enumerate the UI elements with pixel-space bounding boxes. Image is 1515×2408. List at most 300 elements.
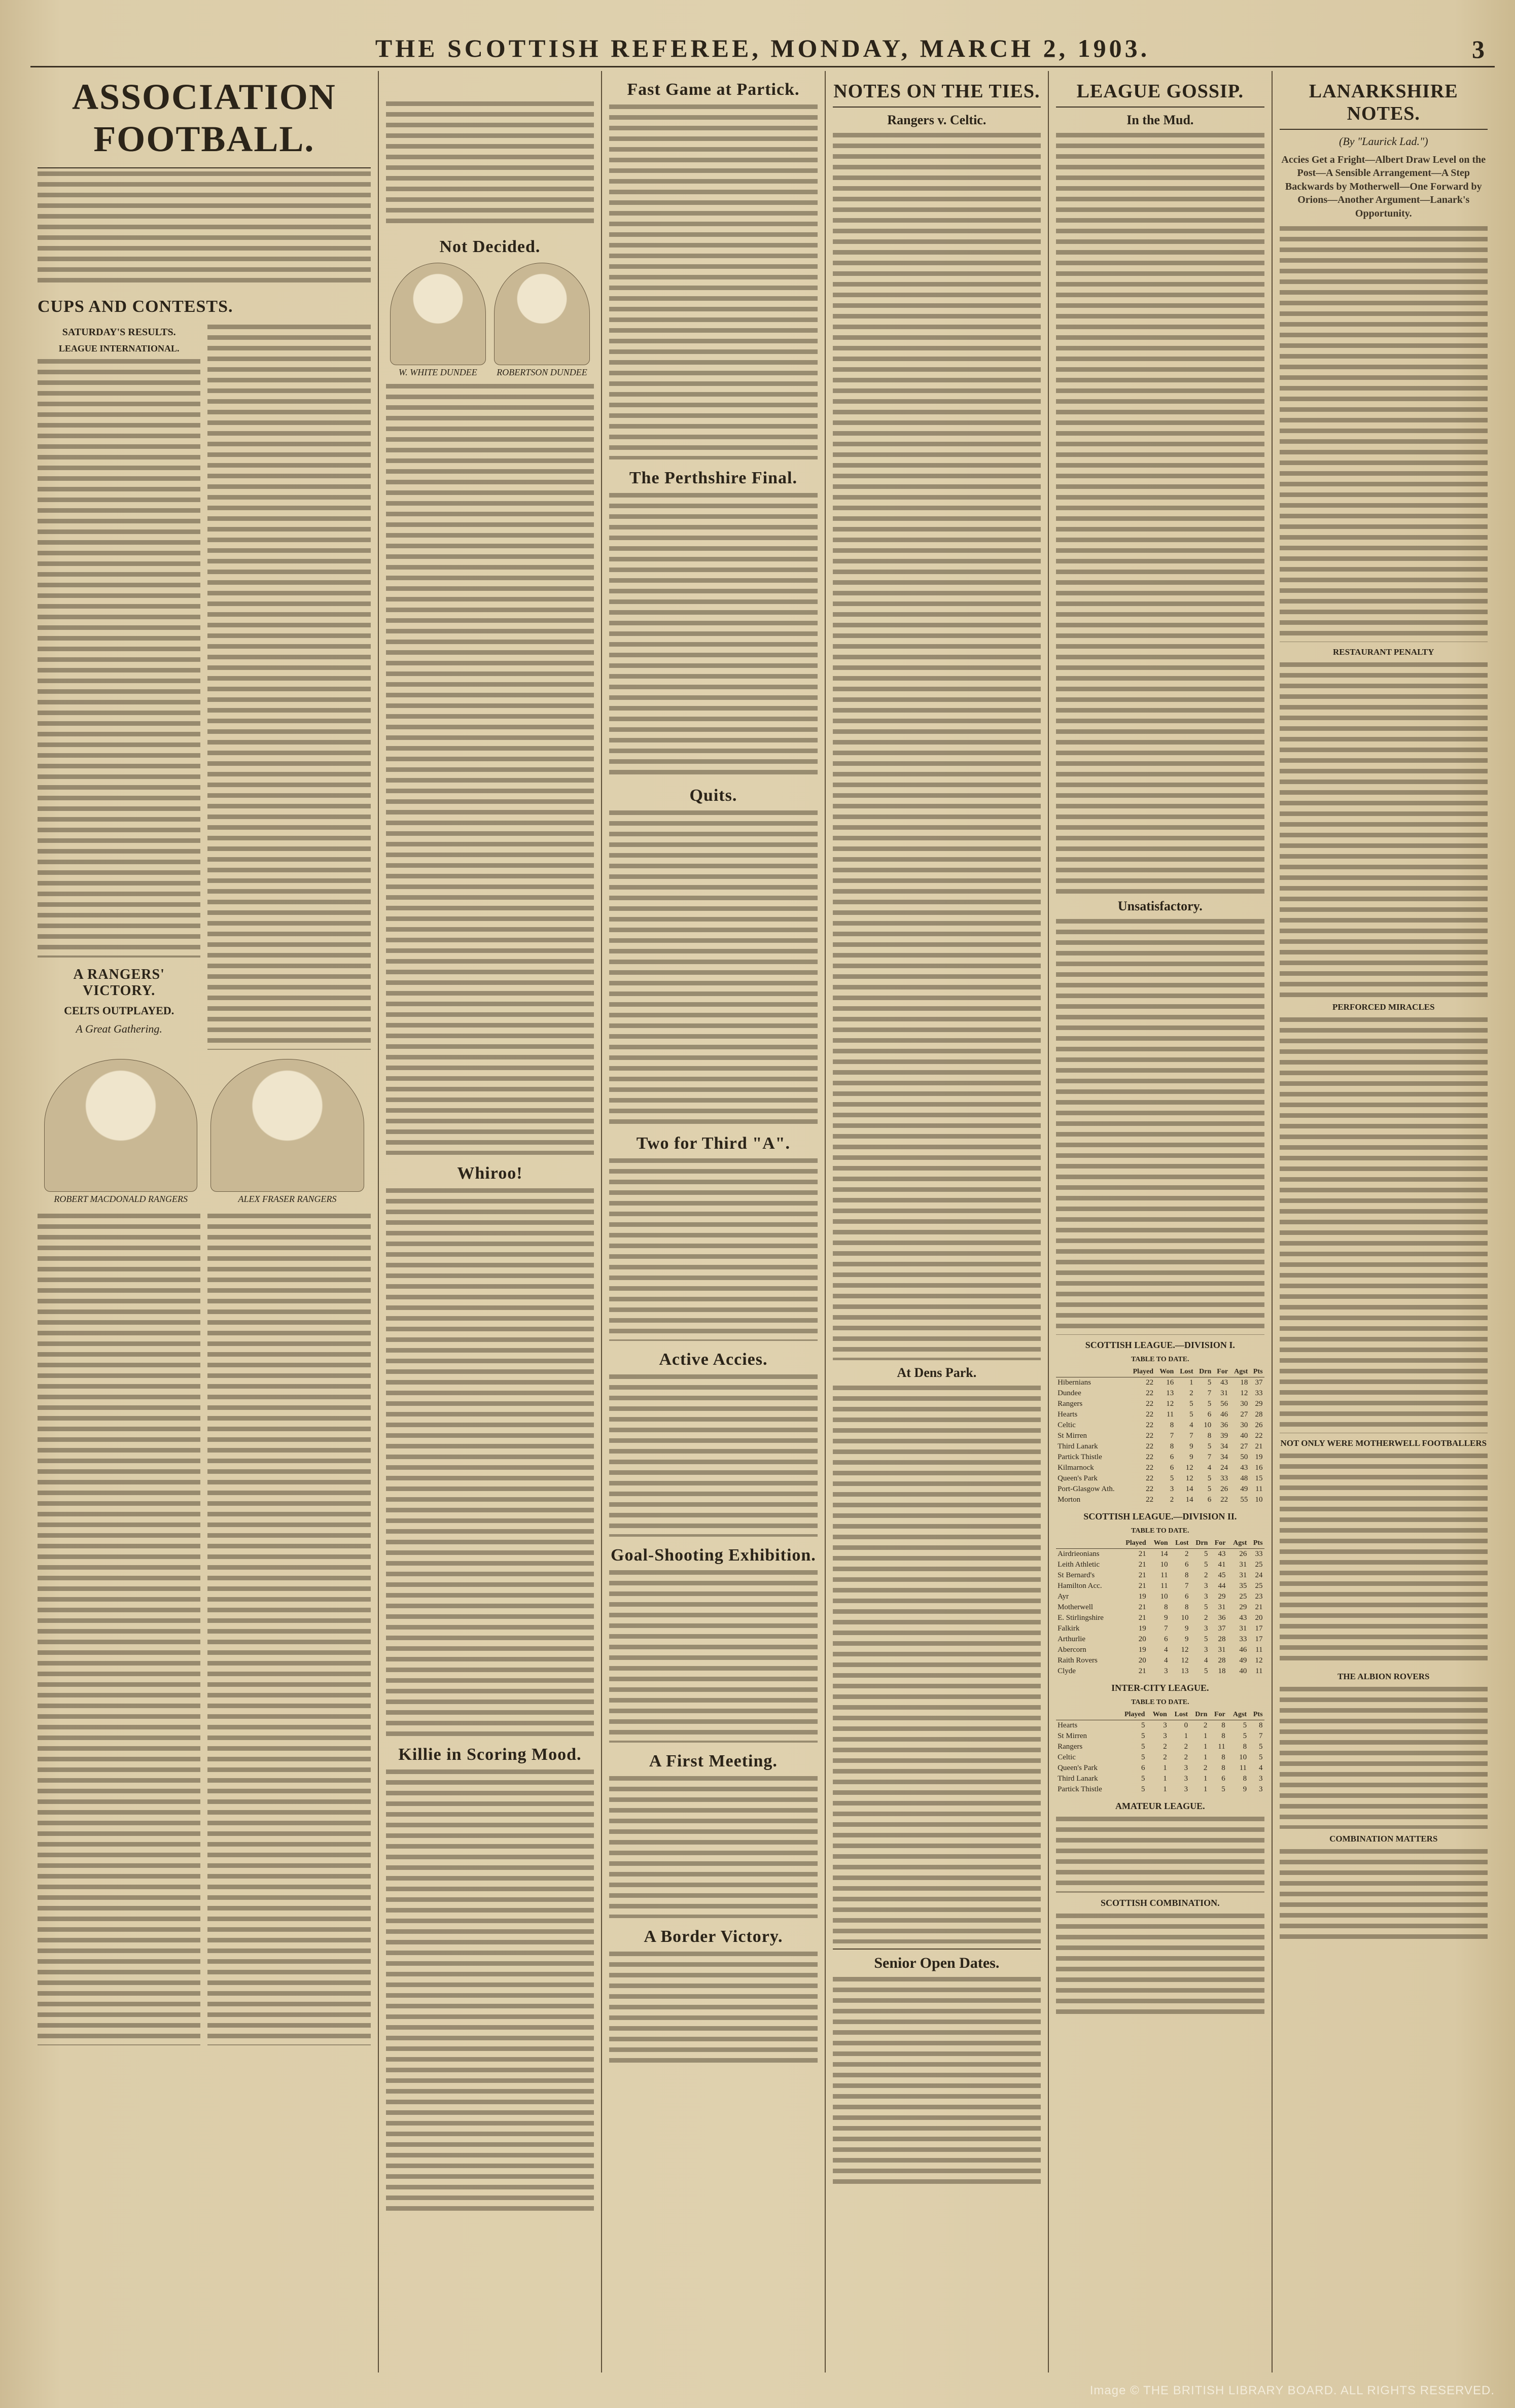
table-cell: 0 bbox=[1184, 1721, 1188, 1729]
table-cell: 20 bbox=[1255, 1614, 1263, 1622]
table-cell: 16 bbox=[1255, 1464, 1263, 1472]
table-cell: 22 bbox=[1146, 1464, 1154, 1472]
inter-city-subheading: TABLE TO DATE. bbox=[1131, 1698, 1189, 1706]
lanarkshire-subheading: Accies Get a Fright—Albert Draw Level on the Post—A Sensible Arrangement—A Step Backwards by Motherwell—One Forward by Orions—Another Argument—Lanark's Opportunity. bbox=[1281, 154, 1486, 219]
table-cell: 11 bbox=[1255, 1485, 1263, 1493]
table-row bbox=[1056, 1484, 1264, 1495]
table-cell: 14 bbox=[1185, 1496, 1193, 1504]
table-cell: 33 bbox=[1255, 1389, 1263, 1397]
table-cell: 11 bbox=[1255, 1646, 1263, 1654]
table-cell: 22 bbox=[1146, 1421, 1154, 1429]
table-column-header: Agst bbox=[1229, 1367, 1249, 1377]
table-cell: 21 bbox=[1255, 1442, 1263, 1450]
scottish-combination-heading: SCOTTISH COMBINATION. bbox=[1100, 1898, 1220, 1908]
team-name: Motherwell bbox=[1058, 1603, 1094, 1611]
portrait-robertson bbox=[494, 263, 590, 378]
table-cell: 21 bbox=[1138, 1550, 1146, 1558]
not-decided-heading: Not Decided. bbox=[439, 237, 541, 256]
table-row bbox=[1056, 1420, 1264, 1431]
portrait-white bbox=[390, 263, 486, 378]
table-cell: 17 bbox=[1255, 1635, 1263, 1643]
table-cell: 12 bbox=[1181, 1656, 1189, 1665]
table-cell: 29 bbox=[1239, 1603, 1247, 1611]
table-cell: 3 bbox=[1184, 1775, 1188, 1783]
table-cell: 2 bbox=[1189, 1389, 1193, 1397]
table-cell: 12 bbox=[1185, 1474, 1193, 1482]
team-name: Queen's Park bbox=[1058, 1764, 1098, 1772]
team-name: Partick Thistle bbox=[1058, 1453, 1102, 1461]
table-cell: 3 bbox=[1259, 1775, 1263, 1783]
scottish-combination-table bbox=[1056, 1914, 1264, 2015]
team-name: Hamilton Acc. bbox=[1058, 1582, 1102, 1590]
table-cell: 4 bbox=[1164, 1656, 1168, 1665]
table-cell: 33 bbox=[1239, 1635, 1247, 1643]
table-cell: 5 bbox=[1141, 1775, 1145, 1783]
table-cell: 5 bbox=[1204, 1667, 1208, 1675]
table-cell: 15 bbox=[1255, 1474, 1263, 1482]
table-cell: 3 bbox=[1204, 1582, 1208, 1590]
table-cell: 12 bbox=[1181, 1646, 1189, 1654]
table-row bbox=[1056, 1752, 1264, 1763]
rangers-celtic-heading: Rangers v. Celtic. bbox=[887, 113, 986, 127]
table-cell: 26 bbox=[1239, 1550, 1247, 1558]
team-name: Celtic bbox=[1058, 1753, 1076, 1761]
table-row bbox=[1056, 1570, 1264, 1581]
in-the-mud-heading: In the Mud. bbox=[1126, 113, 1194, 127]
table-row bbox=[1056, 1655, 1264, 1666]
combination-matters-heading: COMBINATION MATTERS bbox=[1329, 1833, 1438, 1844]
table-row bbox=[1056, 1763, 1264, 1774]
portrait-caption-white: W. WHITE DUNDEE bbox=[398, 367, 477, 377]
table-cell: 7 bbox=[1259, 1732, 1263, 1740]
table-cell: 8 bbox=[1243, 1743, 1247, 1751]
two-for-third-report bbox=[609, 1158, 817, 1341]
inter-city-heading: INTER-CITY LEAGUE. bbox=[1111, 1683, 1209, 1693]
table-cell: 5 bbox=[1141, 1785, 1145, 1793]
lanarkshire-intro bbox=[1280, 226, 1488, 642]
table-column-header: Drn bbox=[1189, 1710, 1209, 1720]
dens-park-notes bbox=[833, 1386, 1041, 1943]
table-cell: 5 bbox=[1243, 1732, 1247, 1740]
table-column-header: Won bbox=[1155, 1367, 1175, 1377]
not-only-report bbox=[1280, 1454, 1488, 1667]
table-cell: 31 bbox=[1218, 1603, 1226, 1611]
amateur-league-heading: AMATEUR LEAGUE. bbox=[1115, 1801, 1205, 1811]
association-football-headline: ASSOCIATION FOOTBALL. bbox=[38, 71, 371, 168]
table-cell: 19 bbox=[1138, 1592, 1146, 1601]
table-cell: 18 bbox=[1240, 1378, 1248, 1387]
dens-park-heading: At Dens Park. bbox=[897, 1365, 977, 1380]
league-international-heading: LEAGUE INTERNATIONAL. bbox=[58, 343, 180, 353]
table-cell: 7 bbox=[1189, 1432, 1193, 1440]
table-row bbox=[1056, 1731, 1264, 1742]
active-accies-heading: Active Accies. bbox=[659, 1350, 768, 1369]
senior-open-dates-heading: Senior Open Dates. bbox=[874, 1955, 1000, 1971]
team-name: E. Stirlingshire bbox=[1058, 1614, 1104, 1622]
table-cell: 3 bbox=[1163, 1721, 1167, 1729]
table-cell: 9 bbox=[1189, 1442, 1193, 1450]
table-cell: 1 bbox=[1203, 1753, 1208, 1761]
celts-outplayed-heading: CELTS OUTPLAYED. bbox=[64, 1004, 174, 1017]
table-cell: 5 bbox=[1207, 1400, 1212, 1408]
table-cell: 8 bbox=[1185, 1571, 1189, 1579]
table-cell: 5 bbox=[1207, 1378, 1212, 1387]
table-cell: 20 bbox=[1138, 1635, 1146, 1643]
table-cell: 14 bbox=[1160, 1550, 1168, 1558]
table-cell: 31 bbox=[1239, 1571, 1247, 1579]
table-cell: 22 bbox=[1146, 1485, 1154, 1493]
senior-open-dates-list bbox=[833, 1977, 1041, 2190]
table-cell: 5 bbox=[1141, 1721, 1145, 1729]
table-cell: 21 bbox=[1138, 1603, 1146, 1611]
table-cell: 6 bbox=[1185, 1592, 1189, 1601]
division-one-table bbox=[1056, 1367, 1264, 1505]
table-cell: 33 bbox=[1220, 1474, 1228, 1482]
table-column-header: Played bbox=[1118, 1538, 1148, 1549]
table-cell: 5 bbox=[1259, 1743, 1263, 1751]
lanarkshire-notes-heading: LANARKSHIRE NOTES. bbox=[1280, 80, 1488, 130]
team-name: Third Lanark bbox=[1058, 1775, 1098, 1783]
match-report-right bbox=[207, 325, 370, 1050]
table-cell: 9 bbox=[1243, 1785, 1247, 1793]
table-cell: 3 bbox=[1163, 1732, 1167, 1740]
perforce-heading: PERFORCED MIRACLES bbox=[1332, 1002, 1435, 1012]
table-cell: 11 bbox=[1239, 1764, 1247, 1772]
table-cell: 3 bbox=[1164, 1667, 1168, 1675]
table-cell: 2 bbox=[1184, 1743, 1188, 1751]
table-cell: 7 bbox=[1207, 1389, 1212, 1397]
dundee-portraits bbox=[386, 263, 594, 378]
table-cell: 27 bbox=[1240, 1410, 1248, 1419]
portrait-caption-left: ROBERT MACDONALD RANGERS bbox=[54, 1194, 188, 1204]
team-name: Clyde bbox=[1058, 1667, 1076, 1675]
team-name: Rangers bbox=[1058, 1743, 1083, 1751]
table-cell: 8 bbox=[1221, 1753, 1225, 1761]
team-name: Airdrieonians bbox=[1058, 1550, 1100, 1558]
table-cell: 9 bbox=[1185, 1624, 1189, 1633]
rangers-report-right bbox=[207, 1214, 370, 2045]
table-cell: 1 bbox=[1203, 1785, 1208, 1793]
table-cell: 10 bbox=[1255, 1496, 1263, 1504]
table-cell: 22 bbox=[1146, 1442, 1154, 1450]
team-name: Port-Glasgow Ath. bbox=[1058, 1485, 1115, 1493]
table-cell: 6 bbox=[1207, 1496, 1212, 1504]
table-row bbox=[1056, 1473, 1264, 1484]
table-cell: 25 bbox=[1239, 1592, 1247, 1601]
border-victory-heading: A Border Victory. bbox=[644, 1927, 783, 1946]
table-cell: 39 bbox=[1220, 1432, 1228, 1440]
in-the-mud-report bbox=[1056, 133, 1264, 894]
dundee-report bbox=[386, 384, 594, 1155]
table-cell: 4 bbox=[1164, 1646, 1168, 1654]
table-cell: 6 bbox=[1207, 1410, 1212, 1419]
table-cell: 49 bbox=[1240, 1485, 1248, 1493]
table-cell: 12 bbox=[1166, 1400, 1174, 1408]
table-cell: 29 bbox=[1255, 1400, 1263, 1408]
table-column-header: For bbox=[1213, 1367, 1229, 1377]
table-cell: 1 bbox=[1163, 1775, 1167, 1783]
table-cell: 2 bbox=[1204, 1571, 1208, 1579]
table-row bbox=[1056, 1431, 1264, 1441]
table-cell: 5 bbox=[1259, 1753, 1263, 1761]
table-cell: 11 bbox=[1160, 1571, 1168, 1579]
table-cell: 37 bbox=[1218, 1624, 1226, 1633]
table-cell: 23 bbox=[1255, 1592, 1263, 1601]
table-cell: 8 bbox=[1170, 1442, 1174, 1450]
table-cell: 7 bbox=[1170, 1432, 1174, 1440]
division-one-subheading: TABLE TO DATE. bbox=[1131, 1356, 1189, 1363]
table-column-header: Won bbox=[1148, 1538, 1170, 1549]
copyright-credit: Image © THE BRITISH LIBRARY BOARD. ALL RIGHTS RESERVED. bbox=[1089, 2384, 1495, 2397]
table-cell: 1 bbox=[1163, 1785, 1167, 1793]
table-cell: 4 bbox=[1207, 1464, 1212, 1472]
table-cell: 22 bbox=[1146, 1496, 1154, 1504]
table-cell: 43 bbox=[1240, 1464, 1248, 1472]
table-cell: 2 bbox=[1204, 1614, 1208, 1622]
perthshire-heading: The Perthshire Final. bbox=[629, 469, 797, 487]
table-cell: 2 bbox=[1203, 1721, 1208, 1729]
table-column-header: For bbox=[1209, 1710, 1226, 1720]
table-column-header: Won bbox=[1146, 1710, 1168, 1720]
perforce-report bbox=[1280, 1017, 1488, 1433]
table-cell: 3 bbox=[1204, 1592, 1208, 1601]
team-name: Third Lanark bbox=[1058, 1442, 1098, 1450]
notes-on-ties-heading: NOTES ON THE TIES. bbox=[833, 80, 1041, 108]
table-cell: 12 bbox=[1255, 1656, 1263, 1665]
table-cell: 21 bbox=[1138, 1582, 1146, 1590]
table-cell: 6 bbox=[1185, 1561, 1189, 1569]
table-cell: 28 bbox=[1218, 1635, 1226, 1643]
quits-heading: Quits. bbox=[689, 786, 737, 805]
table-cell: 5 bbox=[1207, 1485, 1212, 1493]
table-cell: 17 bbox=[1255, 1624, 1263, 1633]
divider bbox=[833, 1949, 1041, 1950]
killie-heading: Killie in Scoring Mood. bbox=[398, 1745, 582, 1764]
table-cell: 8 bbox=[1259, 1721, 1263, 1729]
table-cell: 5 bbox=[1204, 1550, 1208, 1558]
team-name: Leith Athletic bbox=[1058, 1561, 1100, 1569]
table-cell: 13 bbox=[1166, 1389, 1174, 1397]
table-cell: 33 bbox=[1255, 1550, 1263, 1558]
table-cell: 8 bbox=[1170, 1421, 1174, 1429]
first-meeting-heading: A First Meeting. bbox=[649, 1752, 778, 1770]
whiroo-report bbox=[386, 1188, 594, 1736]
table-cell: 19 bbox=[1138, 1624, 1146, 1633]
table-cell: 1 bbox=[1203, 1732, 1208, 1740]
table-cell: 5 bbox=[1189, 1400, 1193, 1408]
table-cell: 6 bbox=[1221, 1775, 1225, 1783]
table-cell: 25 bbox=[1255, 1561, 1263, 1569]
penalty-heading: RESTAURANT PENALTY bbox=[1333, 647, 1434, 657]
cups-contests-heading: CUPS AND CONTESTS. bbox=[38, 297, 233, 316]
table-row bbox=[1056, 1409, 1264, 1420]
table-cell: 8 bbox=[1207, 1432, 1212, 1440]
albion-heading: THE ALBION ROVERS bbox=[1337, 1671, 1430, 1681]
table-row bbox=[1056, 1634, 1264, 1645]
albion-report bbox=[1280, 1687, 1488, 1829]
table-row bbox=[1056, 1377, 1264, 1389]
table-cell: 2 bbox=[1170, 1496, 1174, 1504]
masthead bbox=[30, 30, 1495, 67]
table-cell: 55 bbox=[1240, 1496, 1248, 1504]
table-cell: 48 bbox=[1240, 1474, 1248, 1482]
table-cell: 18 bbox=[1218, 1667, 1226, 1675]
rangers-portraits bbox=[38, 1059, 371, 1205]
table-cell: 5 bbox=[1243, 1721, 1247, 1729]
table-cell: 22 bbox=[1220, 1496, 1228, 1504]
table-cell: 4 bbox=[1189, 1421, 1193, 1429]
table-cell: 28 bbox=[1255, 1410, 1263, 1419]
table-cell: 31 bbox=[1220, 1389, 1228, 1397]
table-column-header: Pts bbox=[1249, 1367, 1264, 1377]
table-cell: 50 bbox=[1240, 1453, 1248, 1461]
table-cell: 6 bbox=[1141, 1764, 1145, 1772]
table-cell: 37 bbox=[1255, 1378, 1263, 1387]
table-cell: 22 bbox=[1255, 1432, 1263, 1440]
table-cell: 1 bbox=[1203, 1743, 1208, 1751]
division-one-heading: SCOTTISH LEAGUE.—DIVISION I. bbox=[1085, 1340, 1235, 1350]
rangers-celtic-notes bbox=[833, 133, 1041, 1360]
table-cell: 22 bbox=[1146, 1378, 1154, 1387]
team-name: Falkirk bbox=[1058, 1624, 1080, 1633]
table-cell: 22 bbox=[1146, 1400, 1154, 1408]
table-cell: 3 bbox=[1204, 1646, 1208, 1654]
table-cell: 31 bbox=[1239, 1561, 1247, 1569]
intro-paragraph bbox=[38, 171, 371, 288]
table-cell: 8 bbox=[1221, 1764, 1225, 1772]
masthead-title: THE SCOTTISH REFEREE, MONDAY, MARCH 2, 1903. bbox=[375, 34, 1150, 62]
table-cell: 5 bbox=[1141, 1753, 1145, 1761]
team-name: Morton bbox=[1058, 1496, 1081, 1504]
table-cell: 21 bbox=[1138, 1571, 1146, 1579]
table-cell: 2 bbox=[1163, 1753, 1167, 1761]
combination-matters-report bbox=[1280, 1849, 1488, 1940]
table-cell: 31 bbox=[1218, 1646, 1226, 1654]
table-cell: 26 bbox=[1220, 1485, 1228, 1493]
table-cell: 40 bbox=[1240, 1432, 1248, 1440]
table-row bbox=[1056, 1560, 1264, 1570]
team-name: St Bernard's bbox=[1058, 1571, 1095, 1579]
table-cell: 24 bbox=[1220, 1464, 1228, 1472]
table-cell: 5 bbox=[1141, 1743, 1145, 1751]
table-cell: 56 bbox=[1220, 1400, 1228, 1408]
table-row bbox=[1056, 1602, 1264, 1613]
team-name: Hearts bbox=[1058, 1721, 1078, 1729]
table-cell: 46 bbox=[1220, 1410, 1228, 1419]
table-cell: 43 bbox=[1220, 1378, 1228, 1387]
table-cell: 12 bbox=[1185, 1464, 1193, 1472]
goal-shooting-report bbox=[609, 1570, 817, 1743]
table-cell: 44 bbox=[1218, 1582, 1226, 1590]
portrait-sketch-right bbox=[210, 1059, 364, 1192]
table-cell: 3 bbox=[1184, 1764, 1188, 1772]
table-cell: 21 bbox=[1138, 1561, 1146, 1569]
team-name: Celtic bbox=[1058, 1421, 1076, 1429]
table-cell: 27 bbox=[1240, 1442, 1248, 1450]
table-cell: 10 bbox=[1160, 1561, 1168, 1569]
partick-heading: Fast Game at Partick. bbox=[627, 80, 800, 99]
table-column-header: For bbox=[1209, 1538, 1227, 1549]
table-cell: 29 bbox=[1218, 1592, 1226, 1601]
table-cell: 34 bbox=[1220, 1453, 1228, 1461]
portrait-right bbox=[210, 1059, 364, 1205]
column-not-decided bbox=[379, 71, 602, 2372]
table-cell: 8 bbox=[1164, 1603, 1168, 1611]
table-cell: 11 bbox=[1218, 1743, 1225, 1751]
table-cell: 4 bbox=[1204, 1656, 1208, 1665]
table-column-header: Drn bbox=[1195, 1367, 1213, 1377]
table-column-header: Played bbox=[1127, 1367, 1155, 1377]
table-cell: 10 bbox=[1204, 1421, 1212, 1429]
league-gossip-heading: LEAGUE GOSSIP. bbox=[1056, 80, 1264, 108]
table-cell: 5 bbox=[1204, 1603, 1208, 1611]
table-cell: 40 bbox=[1239, 1667, 1247, 1675]
unsatisfactory-report bbox=[1056, 919, 1264, 1335]
table-row bbox=[1056, 1591, 1264, 1602]
team-name: Raith Rovers bbox=[1058, 1656, 1098, 1665]
table-row bbox=[1056, 1452, 1264, 1463]
table-cell: 34 bbox=[1220, 1442, 1228, 1450]
team-name: Hearts bbox=[1058, 1410, 1078, 1419]
column-league-gossip bbox=[1049, 71, 1272, 2372]
table-cell: 3 bbox=[1184, 1785, 1188, 1793]
table-cell: 25 bbox=[1255, 1582, 1263, 1590]
team-name: Abercorn bbox=[1058, 1646, 1086, 1654]
columns bbox=[30, 71, 1495, 2372]
table-cell: 2 bbox=[1185, 1550, 1189, 1558]
table-column-header: Lost bbox=[1170, 1538, 1190, 1549]
table-cell: 31 bbox=[1239, 1624, 1247, 1633]
column-lanarkshire-notes bbox=[1273, 71, 1495, 2372]
portrait-sketch-white bbox=[390, 263, 486, 365]
table-cell: 5 bbox=[1221, 1785, 1225, 1793]
perthshire-report bbox=[609, 493, 817, 777]
table-column-header: Pts bbox=[1248, 1538, 1264, 1549]
table-row bbox=[1056, 1720, 1264, 1731]
table-cell: 5 bbox=[1204, 1561, 1208, 1569]
table-cell: 35 bbox=[1239, 1582, 1247, 1590]
table-column-header: Drn bbox=[1190, 1538, 1210, 1549]
column-match-reports bbox=[602, 71, 825, 2372]
table-cell: 22 bbox=[1146, 1432, 1154, 1440]
partick-report bbox=[609, 104, 817, 459]
table-cell: 3 bbox=[1170, 1485, 1174, 1493]
table-cell: 22 bbox=[1146, 1453, 1154, 1461]
table-cell: 11 bbox=[1160, 1582, 1168, 1590]
table-column-header: Lost bbox=[1169, 1710, 1189, 1720]
team-name: Arthurlie bbox=[1058, 1635, 1086, 1643]
column-notes-on-ties bbox=[826, 71, 1049, 2372]
division-two-heading: SCOTTISH LEAGUE.—DIVISION II. bbox=[1083, 1511, 1237, 1521]
table-cell: 9 bbox=[1185, 1635, 1189, 1643]
table-row bbox=[1056, 1495, 1264, 1505]
whiroo-heading: Whiroo! bbox=[457, 1164, 523, 1183]
table-column-header: Agst bbox=[1227, 1710, 1248, 1720]
division-two-table bbox=[1056, 1538, 1264, 1677]
table-cell: 45 bbox=[1218, 1571, 1226, 1579]
table-row bbox=[1056, 1784, 1264, 1795]
table-cell: 4 bbox=[1259, 1764, 1263, 1772]
page-number: 3 bbox=[1472, 35, 1485, 63]
table-row bbox=[1056, 1581, 1264, 1591]
not-only-heading: NOT ONLY WERE MOTHERWELL FOOTBALLERS bbox=[1280, 1438, 1487, 1448]
table-cell: 7 bbox=[1185, 1582, 1189, 1590]
table-cell: 5 bbox=[1189, 1410, 1193, 1419]
table-row bbox=[1056, 1666, 1264, 1677]
team-name: Ayr bbox=[1058, 1592, 1069, 1601]
table-cell: 28 bbox=[1218, 1656, 1226, 1665]
table-cell: 30 bbox=[1240, 1400, 1248, 1408]
